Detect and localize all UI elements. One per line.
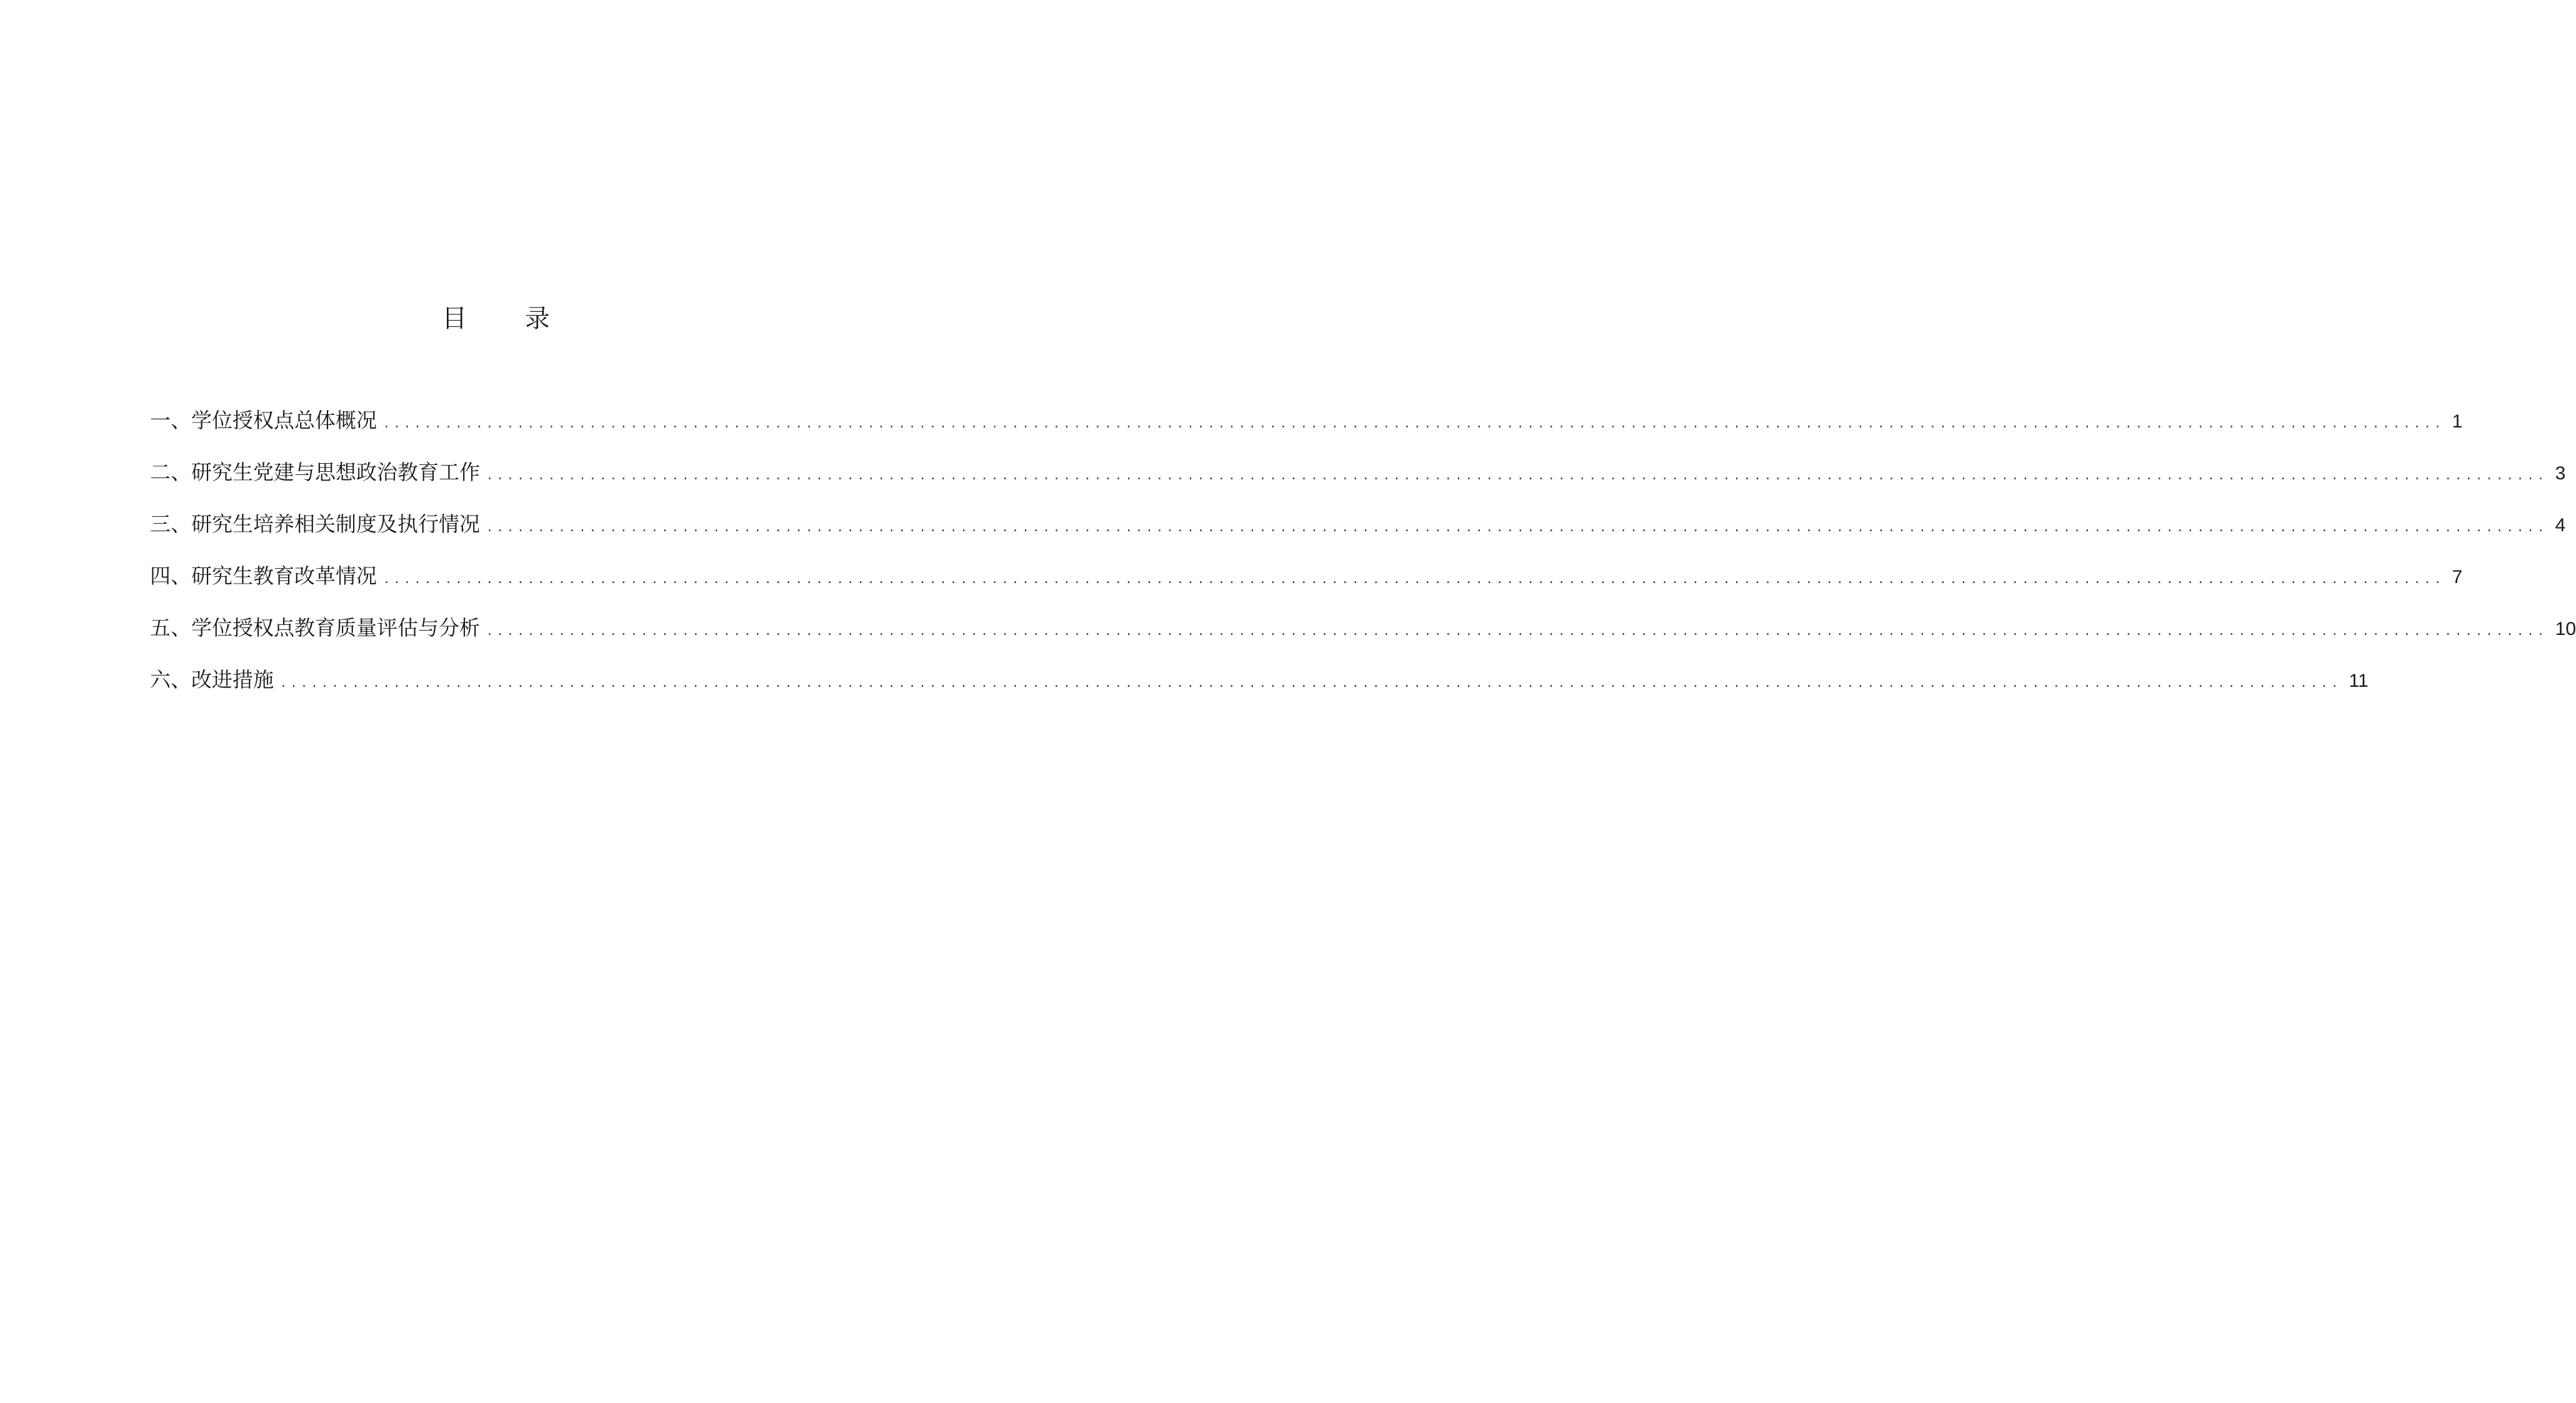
- toc-dot-leader: ........................................................................................................................................................................................................: [281, 675, 2343, 691]
- toc-entry-label: 四、研究生教育改革情况: [150, 564, 377, 588]
- toc-entry-page-number: 3: [2555, 463, 2566, 484]
- toc-dot-leader: ........................................................................................................................................................................................................: [487, 519, 2549, 535]
- toc-entry-label: 二、研究生党建与思想政治教育工作: [150, 460, 480, 484]
- toc-dot-leader: ........................................................................................................................................................................................................: [487, 623, 2549, 639]
- toc-entry-label: 一、学位授权点总体概况: [150, 408, 377, 432]
- toc-entry-label: 六、改进措施: [150, 667, 274, 692]
- toc-entry[interactable]: [150, 405, 2463, 457]
- toc-title: 目 录: [442, 304, 575, 333]
- table-of-contents: [150, 405, 2576, 716]
- toc-entry[interactable]: [150, 612, 2576, 664]
- toc-entry-page-number: 4: [2555, 515, 2566, 536]
- toc-entry[interactable]: [150, 664, 2369, 716]
- toc-entry-label: 三、研究生培养相关制度及执行情况: [150, 512, 480, 536]
- toc-entry[interactable]: [150, 509, 2566, 561]
- toc-entry-page-number: 7: [2452, 567, 2463, 587]
- toc-dot-leader: ........................................................................................................................................................................................................: [487, 467, 2549, 483]
- toc-entry-page-number: 10: [2555, 619, 2576, 639]
- toc-entry-label: 五、学位授权点教育质量评估与分析: [150, 616, 480, 640]
- toc-entry[interactable]: [150, 561, 2463, 612]
- toc-entry-page-number: 1: [2452, 411, 2463, 432]
- toc-dot-leader: ........................................................................................................................................................................................................: [384, 571, 2446, 587]
- toc-entry-page-number: 11: [2349, 671, 2369, 691]
- toc-dot-leader: ........................................................................................................................................................................................................: [384, 416, 2446, 431]
- toc-entry[interactable]: [150, 457, 2566, 509]
